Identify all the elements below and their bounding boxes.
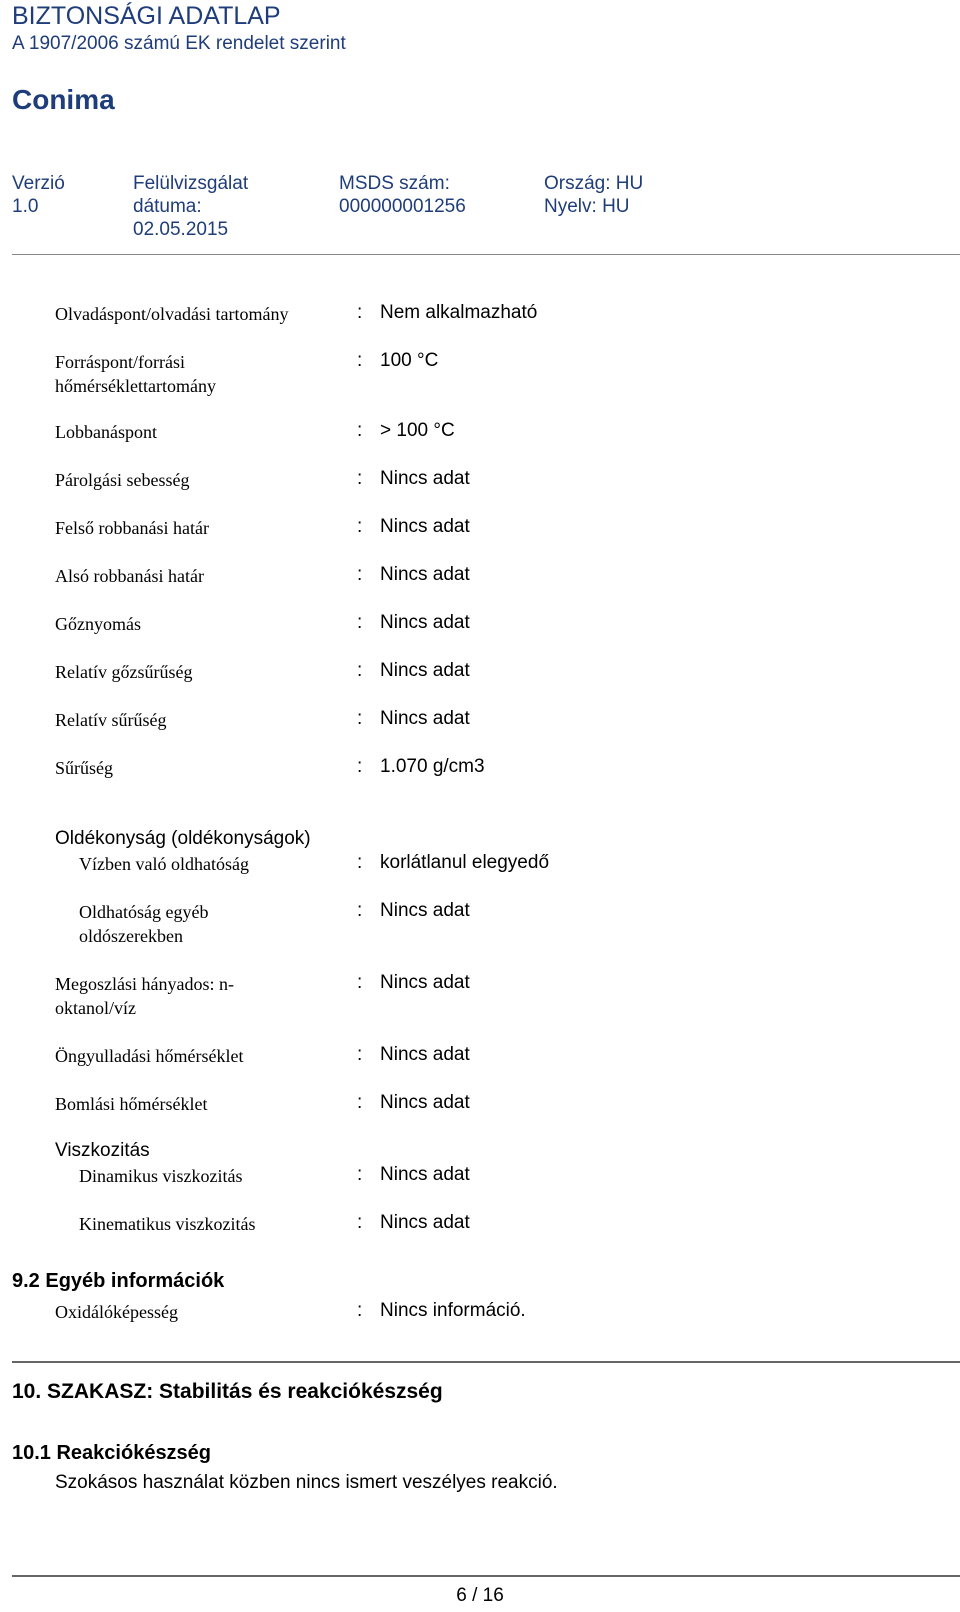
decomposition-label: Bomlási hőmérséklet (55, 1094, 208, 1114)
colon: : (357, 1212, 363, 1233)
water-solubility-label: Vízben való oldhatóság (79, 854, 249, 874)
revision-date: 02.05.2015 (133, 219, 229, 240)
partition-coeff-label-line1: Megoszlási hányados: n- (55, 974, 234, 994)
colon: : (357, 660, 363, 681)
other-solubility-label-line2: oldószerekben (79, 926, 183, 946)
flash-value: > 100 °C (380, 420, 455, 441)
colon: : (357, 852, 363, 873)
document-title: BIZTONSÁGI ADATLAP (12, 2, 281, 30)
upper-explosion-label: Felső robbanási határ (55, 518, 209, 538)
autoignition-value: Nincs adat (380, 1044, 470, 1065)
language: Nyelv: HU (544, 196, 630, 217)
section-divider (12, 1361, 960, 1363)
revision-block (133, 172, 248, 241)
partition-coeff-value: Nincs adat (380, 972, 470, 993)
colon: : (357, 350, 363, 371)
dynamic-viscosity-label: Dinamikus viszkozitás (79, 1166, 243, 1186)
upper-explosion-value: Nincs adat (380, 516, 470, 537)
colon: : (357, 468, 363, 489)
other-solubility-label-line1: Oldhatóság egyéb (79, 902, 209, 922)
rel-density-value: Nincs adat (380, 708, 470, 729)
colon: : (357, 1044, 363, 1065)
colon: : (357, 900, 363, 921)
colon: : (357, 756, 363, 777)
oxidizing-label: Oxidálóképesség (55, 1302, 178, 1322)
rel-vapor-density-value: Nincs adat (380, 660, 470, 681)
revision-label-line1: Felülvizsgálat (133, 173, 249, 194)
section-10-heading: 10. SZAKASZ: Stabilitás és reakciókészség (12, 1380, 443, 1403)
version-value: 1.0 (12, 196, 39, 217)
partition-coeff-label-line2: oktanol/víz (55, 998, 136, 1018)
other-solubility-label (79, 900, 208, 948)
boiling-label-line2: hőmérséklettartomány (55, 376, 216, 396)
product-name: Conima (12, 84, 115, 115)
version-block (12, 172, 65, 218)
vapor-pressure-label: Gőznyomás (55, 614, 141, 634)
density-label: Sűrűség (55, 758, 113, 778)
header-divider (12, 254, 960, 255)
colon: : (357, 972, 363, 993)
evap-value: Nincs adat (380, 468, 470, 489)
msds-block (339, 172, 466, 218)
page-number: 6 / 16 (456, 1585, 504, 1606)
vapor-pressure-value: Nincs adat (380, 612, 470, 633)
colon: : (357, 708, 363, 729)
colon: : (357, 564, 363, 585)
other-solubility-value: Nincs adat (380, 900, 470, 921)
water-solubility-value: korlátlanul elegyedő (380, 852, 550, 873)
boiling-label-line1: Forráspont/forrási (55, 352, 185, 372)
colon: : (357, 1092, 363, 1113)
lower-explosion-value: Nincs adat (380, 564, 470, 585)
country: Ország: HU (544, 173, 644, 194)
locale-block (544, 172, 643, 218)
melting-label: Olvadáspont/olvadási tartomány (55, 304, 289, 324)
revision-label-line2: dátuma: (133, 196, 202, 217)
flash-label: Lobbanáspont (55, 422, 157, 442)
lower-explosion-label: Alsó robbanási határ (55, 566, 204, 586)
section-10-1-heading: 10.1 Reakciókészség (12, 1442, 212, 1464)
reactivity-text: Szokásos használat közben nincs ismert veszélyes reakció. (55, 1472, 558, 1493)
evap-label: Párolgási sebesség (55, 470, 190, 490)
colon: : (357, 516, 363, 537)
kinematic-viscosity-value: Nincs adat (380, 1212, 470, 1233)
colon: : (357, 1164, 363, 1185)
solubility-group-heading: Oldékonyság (oldékonyságok) (55, 828, 311, 849)
partition-coeff-label (55, 972, 234, 1020)
rel-density-label: Relatív sűrűség (55, 710, 167, 730)
dynamic-viscosity-value: Nincs adat (380, 1164, 470, 1185)
msds-label: MSDS szám: (339, 173, 450, 194)
autoignition-label: Öngyulladási hőmérséklet (55, 1046, 244, 1066)
section-9-2-heading: 9.2 Egyéb információk (12, 1270, 225, 1292)
regulation-subtitle: A 1907/2006 számú EK rendelet szerint (12, 33, 346, 54)
kinematic-viscosity-label: Kinematikus viszkozitás (79, 1214, 256, 1234)
version-label: Verzió (12, 173, 65, 194)
density-value: 1.070 g/cm3 (380, 756, 485, 777)
oxidizing-value: Nincs információ. (380, 1300, 526, 1321)
colon: : (357, 1300, 363, 1321)
viscosity-group-heading: Viszkozitás (55, 1140, 150, 1161)
msds-number: 000000001256 (339, 196, 466, 217)
colon: : (357, 612, 363, 633)
colon: : (357, 420, 363, 441)
melting-value: Nem alkalmazható (380, 302, 538, 323)
boiling-label (55, 350, 216, 398)
decomposition-value: Nincs adat (380, 1092, 470, 1113)
boiling-value: 100 °C (380, 350, 439, 371)
rel-vapor-density-label: Relatív gőzsűrűség (55, 662, 193, 682)
colon: : (357, 302, 363, 323)
footer-divider (12, 1575, 960, 1577)
